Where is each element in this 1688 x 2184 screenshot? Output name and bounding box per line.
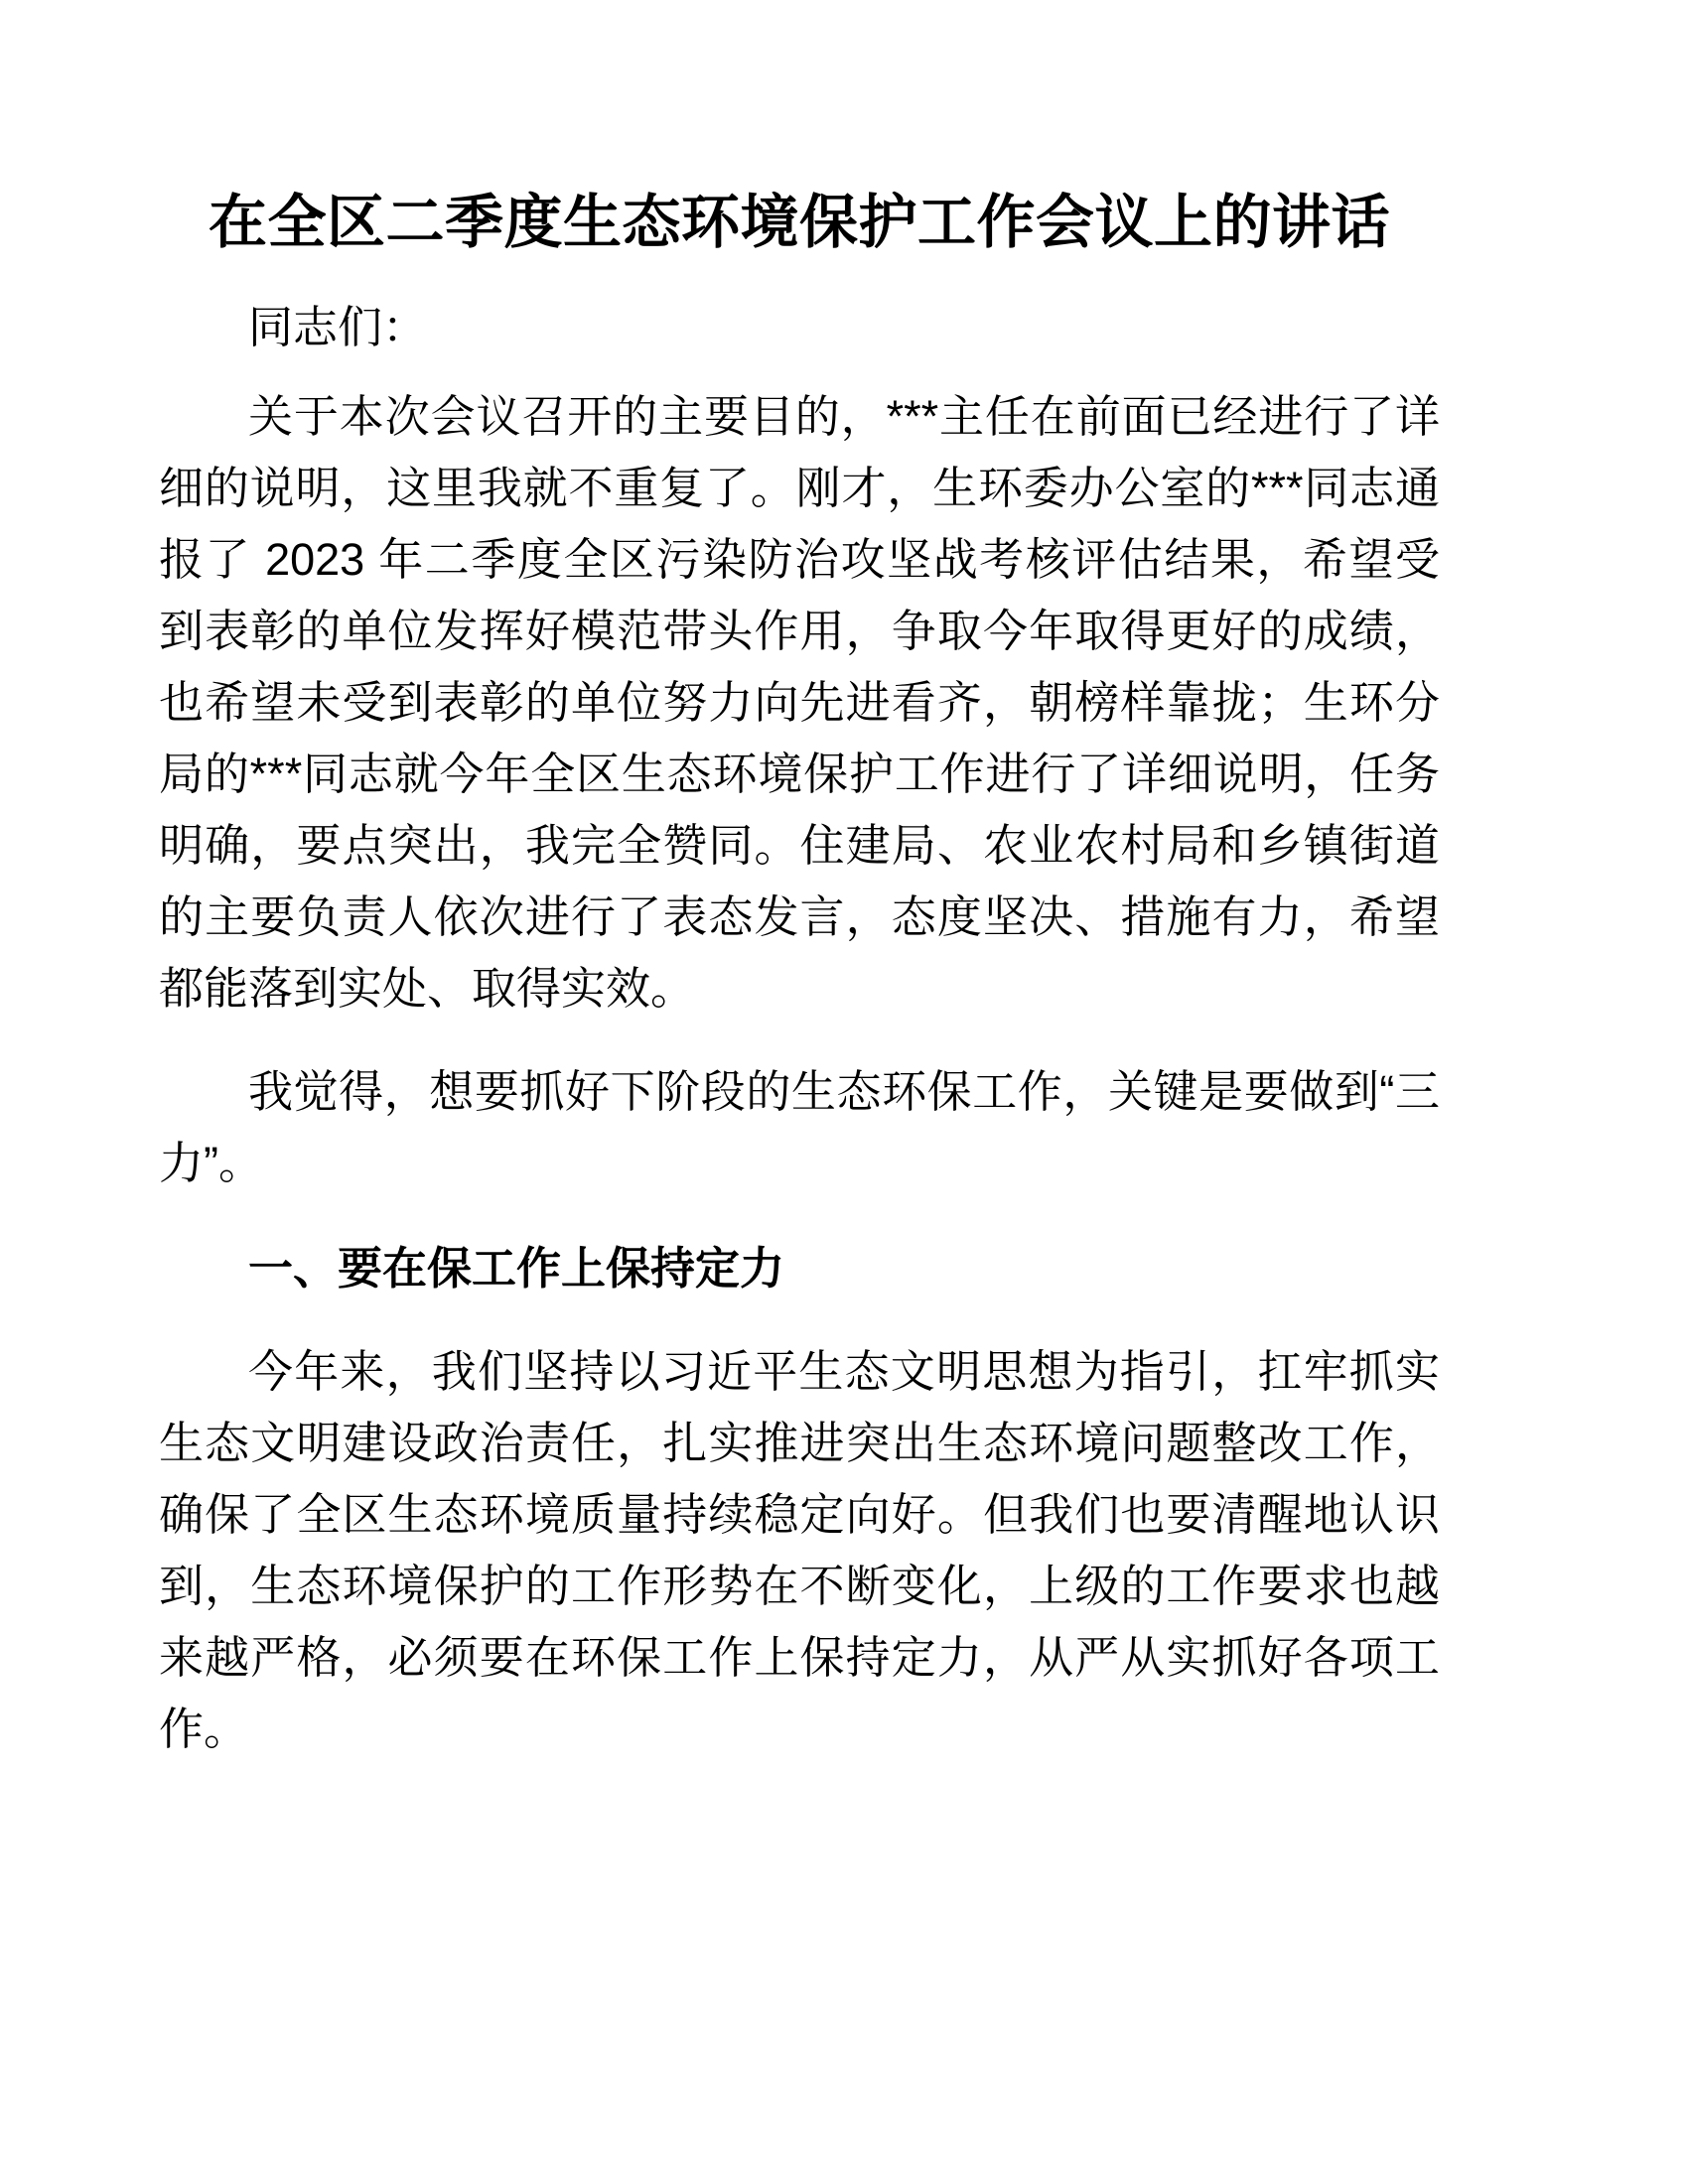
paragraph-1: 关于本次会议召开的主要目的，***主任在前面已经进行了详细的说明，这里我就不重复了。刚才，生环委办公室的***同志通报了 2023 年二季度全区污染防治攻坚战考核评估结果，希望受到表彰的单位发挥好模范带头作用，争取今年取得更好的成绩，也希望未受到表彰的单位努力向先进看齐，朝榜样靠拢；生环分局的***同志就今年全区生态环境保护工作进行了详细说明，任务明确，要点突出，我完全赞同。住建局、农业农村局和乡镇街道的主要负责人依次进行了表态发言，态度坚决、措施有力，希望都能落到实处、取得实效。 [159, 391, 1440, 1014]
paragraph-3: 今年来，我们坚持以习近平生态文明思想为指引，扛牢抓实生态文明建设政治责任，扎实推进突出生态环境问题整改工作，确保了全区生态环境质量持续稳定向好。但我们也要清醒地认识到，生态环境保护的工作形势在不断变化，上级的工作要求也越来越严格，必须要在环保工作上保持定力，从严从实抓好各项工作。 [159, 1346, 1440, 1754]
page-title: 在全区二季度生态环境保护工作会议上的讲话 [208, 190, 1390, 255]
paragraph-2: 我觉得，想要抓好下阶段的生态环保工作，关键是要做到“三力”。 [159, 1066, 1440, 1188]
salutation-line: 同志们： [248, 302, 428, 352]
section-heading-1: 一、要在保工作上保持定力 [248, 1243, 785, 1294]
document-body [159, 0, 1440, 1765]
